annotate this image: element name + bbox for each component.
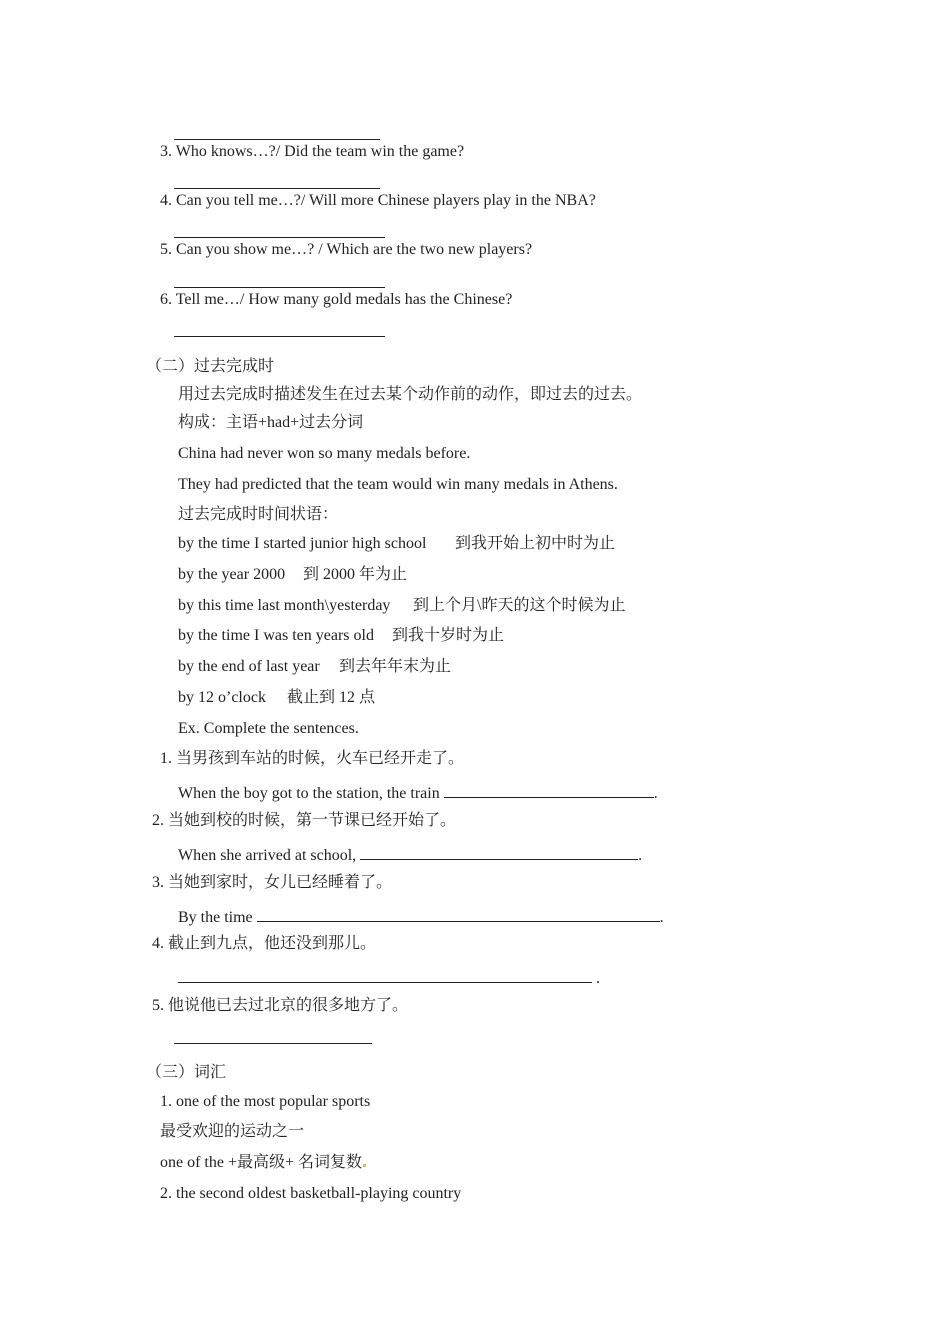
vocab-line: 1. one of the most popular sports [160,1093,371,1110]
exercise-text: When the boy got to the station, the train [178,785,440,802]
section-heading: （二）过去完成时 [146,358,275,375]
answer-blank [444,780,654,798]
adverbial-zh: 截止到 12 点 [287,689,376,706]
vocab-pattern: one of the +最高级+ 名词复数 [160,1154,363,1171]
answer-blank [174,336,385,337]
adverbial-en: by the time I started junior high school [178,535,427,552]
answer-blank [174,237,385,238]
example-sentence: China had never won so many medals before. [178,445,471,462]
highlight-mark [363,1164,366,1167]
adverbial-en: by this time last month\yesterday [178,597,391,614]
period: . [659,909,664,926]
adverbial-en: by the year 2000 [178,566,286,583]
exercise-prompt: 3. 当她到家时，女儿已经睡着了。 [152,874,393,891]
adverbials-title: 过去完成时时间状语： [178,506,339,523]
answer-blank [174,287,385,288]
vocab-line: 最受欢迎的运动之一 [160,1123,305,1140]
exercise-text: When she arrived at school, [178,847,357,864]
answer-blank [174,139,380,140]
example-sentence: They had predicted that the team would win many medals in Athens. [178,476,618,493]
exercise-title: Ex. Complete the sentences. [178,720,359,737]
exercise-text: By the time [178,909,253,926]
vocab-line: 2. the second oldest basketball-playing country [160,1185,462,1202]
adverbial-en: by the time I was ten years old [178,627,374,644]
exercise-prompt: 1. 当男孩到车站的时候，火车已经开走了。 [160,750,465,767]
intro-text: 用过去完成时描述发生在过去某个动作前的动作，即过去的过去。 [178,386,643,403]
exercise-sentence [178,780,658,804]
answer-blank [360,842,638,860]
question-item: 5. Can you show me…? / Which are the two new players? [160,241,533,258]
adverbial-zh: 到 2000 年为止 [303,566,408,583]
exercise-sentence [178,965,600,989]
answer-blank [174,1043,372,1044]
exercise-sentence [178,904,664,928]
adverbial-en: by 12 o’clock [178,689,266,706]
question-item: 4. Can you tell me…?/ Will more Chinese players play in the NBA? [160,192,596,209]
adverbial-zh: 到我十岁时为止 [392,627,505,644]
exercise-sentence [178,842,642,866]
adverbial-en: by the end of last year [178,658,320,675]
adverbial-zh: 到我开始上初中时为止 [455,535,616,552]
structure-text: 构成：主语+had+过去分词 [178,414,364,431]
exercise-prompt: 4. 截止到九点，他还没到那儿。 [152,935,377,952]
section-heading: （三）词汇 [146,1064,227,1081]
answer-blank [174,188,380,189]
adverbial-zh: 到去年年末为止 [339,658,452,675]
exercise-prompt: 5. 他说他已去过北京的很多地方了。 [152,997,409,1014]
vocab-line [160,1153,366,1173]
question-item: 6. Tell me…/ How many gold medals has the Chinese? [160,291,513,308]
period: . [638,847,643,864]
period: . [653,785,658,802]
adverbial-zh: 到上个月\昨天的这个时候为止 [413,597,626,614]
answer-blank [178,965,592,983]
answer-blank [257,904,660,922]
question-item: 3. Who knows…?/ Did the team win the game? [160,143,465,160]
period: . [596,970,600,987]
exercise-prompt: 2. 当她到校的时候，第一节课已经开始了。 [152,812,457,829]
